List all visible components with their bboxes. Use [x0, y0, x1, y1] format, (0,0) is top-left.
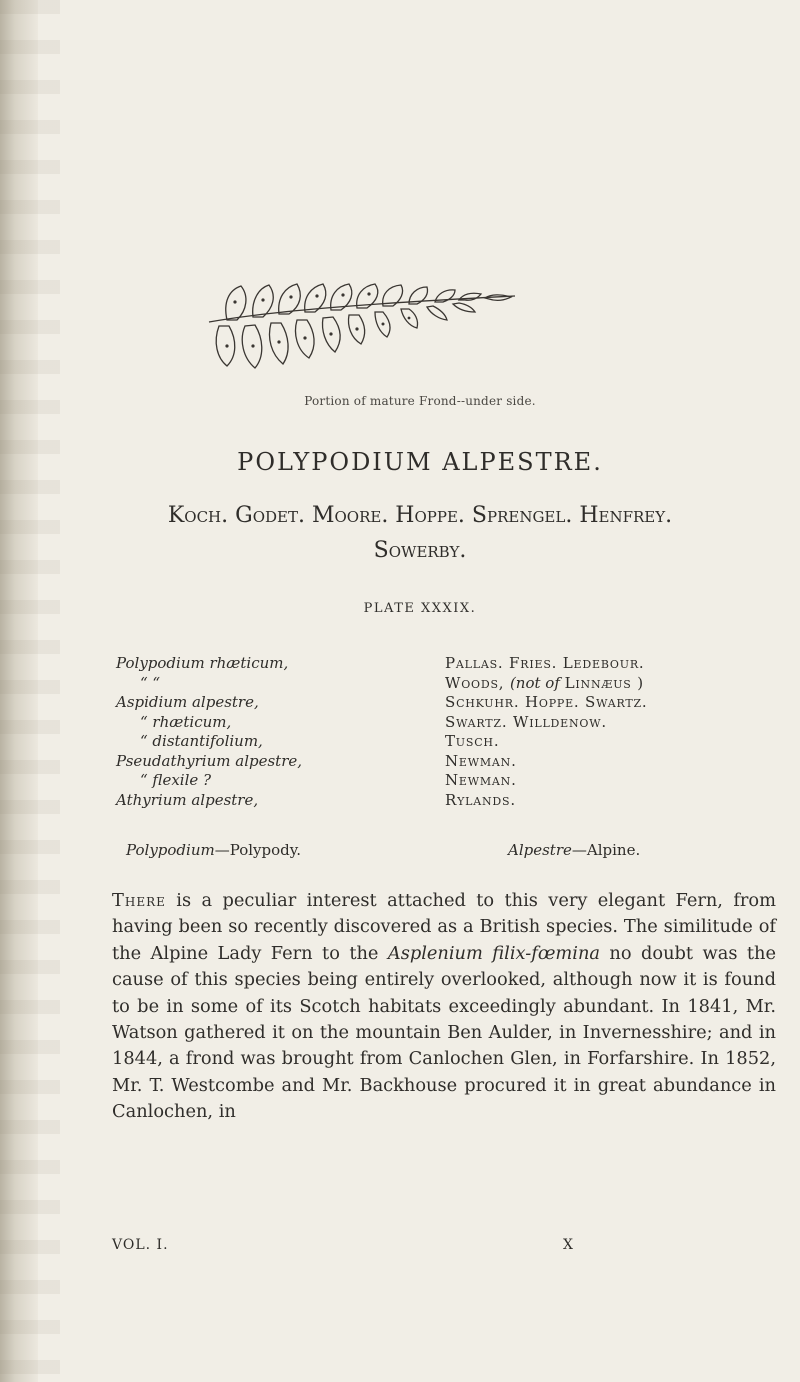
authority-note: (not of	[509, 673, 565, 692]
synonym-authority	[445, 674, 795, 694]
synonym-authority: Tusch.	[445, 732, 500, 750]
synonym-name: Aspidium alpestre,	[116, 693, 259, 711]
paragraph-text: is a peculiar interest attached to this very elegant Fern, from having been so recently discovered as a British species. The similitude of the Alpine Lady Fern to the	[112, 890, 776, 964]
derivation-term: Alpestre	[508, 841, 572, 859]
synonym-authority: Newman.	[445, 771, 517, 789]
synonym-name: “ flexile ?	[140, 771, 212, 789]
synonym-name: Polypodium rhæticum,	[116, 654, 289, 672]
synonym-authority: Rylands.	[445, 790, 516, 809]
authorities-line-1: Koch. Godet. Moore. Hoppe. Sprengel. Henfrey.	[167, 503, 673, 528]
synonym-authority: Pallas. Fries. Ledebour.	[445, 654, 645, 672]
page-title: POLYPODIUM ALPESTRE.	[237, 448, 603, 476]
authorities	[60, 498, 780, 568]
paragraph-text: no doubt was the cause of this species being entirely overlooked, although now it is found to be in some of its Scotch habitats exceedingly abundant. In 1841, Mr. Watson gathered it on the mountain Ben Aulder, in Invernesshire; and in 1844, a frond was brought from Canlochen Glen, in Forfarshire. In 1852, Mr. T. Westcombe and Mr. Backhouse procured it in great abundance in Canlochen, in	[112, 942, 776, 1123]
synonym-name: “ rhæticum,	[140, 712, 232, 731]
synonym-authority: Swartz. Willdenow.	[445, 712, 607, 731]
signature-mark: X	[563, 1237, 574, 1253]
paragraph-initial-word: There	[112, 890, 166, 911]
volume-marker: VOL. I.	[112, 1237, 169, 1253]
figure-caption: Portion of mature Frond--under side.	[304, 394, 536, 408]
synonym-authorities	[445, 654, 795, 810]
page-gutter	[0, 0, 60, 1382]
species-name: Asplenium filix-fœmina	[387, 942, 601, 964]
synonym-authority: Schkuhr. Hoppe. Swartz.	[445, 693, 648, 711]
fern-frond-illustration	[205, 282, 520, 374]
body-paragraph	[112, 888, 776, 1126]
authority-text: Woods,	[445, 673, 510, 692]
synonym-names	[116, 654, 416, 810]
derivation-meaning: —Alpine.	[571, 841, 641, 859]
plate-number: PLATE XXXIX.	[363, 601, 477, 616]
derivation-species	[508, 841, 640, 859]
synonym-name: Pseudathyrium alpestre,	[116, 751, 303, 770]
derivation-genus	[126, 841, 301, 859]
derivation-meaning: —Polypody.	[214, 841, 301, 859]
derivation-term: Polypodium	[126, 841, 215, 859]
synonym-name: Athyrium alpestre,	[116, 790, 259, 809]
authority-text: Linnæus )	[564, 673, 644, 692]
authorities-line-2: Sowerby.	[373, 538, 467, 563]
synonym-authority: Newman.	[445, 751, 517, 770]
synonym-name: “ distantifolium,	[140, 732, 263, 750]
synonym-name: “ “	[140, 673, 161, 692]
